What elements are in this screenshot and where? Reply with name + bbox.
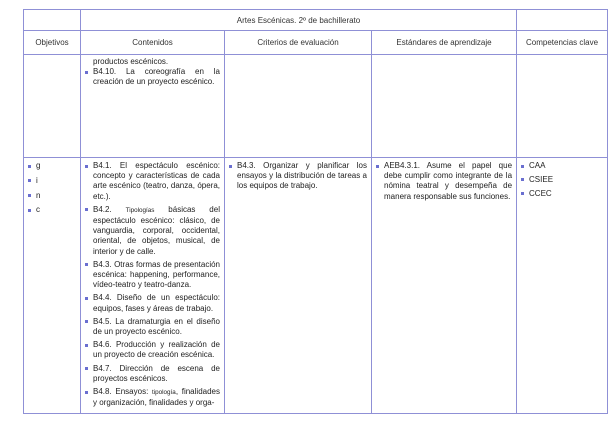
list-item bbox=[85, 205, 220, 257]
table-title: Artes Escénicas. 2º de bachillerato bbox=[81, 10, 517, 31]
b42-rest: básicas del espectáculo escénico: clásico, de vanguardia, corporal, occidental, oriental, de objetos, musical, de interior y de calle. bbox=[93, 204, 220, 256]
continuation-text: productos escénicos. bbox=[93, 57, 169, 66]
header-objetivos: Objetivos bbox=[24, 31, 81, 55]
list-item: CAA bbox=[521, 161, 603, 172]
row1-contenidos bbox=[81, 55, 225, 158]
list-item: B4.7. Dirección de escena de proyectos escénicos. bbox=[85, 364, 220, 384]
row1-estandares bbox=[372, 55, 517, 158]
header-contenidos: Contenidos bbox=[81, 31, 225, 55]
title-right-cell bbox=[517, 10, 608, 31]
list-item: CSIEE bbox=[521, 175, 603, 186]
b48-prefix: B4.8. Ensayos: bbox=[93, 387, 149, 397]
b48-rest: , finalidades y organización, finalidades y orga- bbox=[93, 387, 220, 408]
list-item: B4.4. Diseño de un espectáculo: equipos, fases y áreas de trabajo. bbox=[85, 293, 220, 313]
list-item bbox=[85, 387, 220, 408]
list-item: B4.1. El espectáculo escénico: concepto y características de cada arte escénico (teatro, danza, ópera, etc.). bbox=[85, 161, 220, 202]
row1-competencias bbox=[517, 55, 608, 158]
row2-contenidos bbox=[81, 158, 225, 414]
row2-criterios bbox=[225, 158, 372, 414]
list-item: AEB4.3.1. Asume el papel que debe cumplir como integrante de la nómina teatral y desempeña de manera responsable sus funciones. bbox=[376, 161, 512, 202]
table-row bbox=[24, 158, 608, 414]
header-competencias: Competencias clave bbox=[517, 31, 608, 55]
list-item: CCEC bbox=[521, 189, 603, 200]
list-item: B4.3. Organizar y planificar los ensayos y la distribución de tareas a los equipos de trabajo. bbox=[229, 161, 367, 192]
row2-competencias bbox=[517, 158, 608, 414]
table-row bbox=[24, 55, 608, 158]
corner-cell bbox=[24, 10, 81, 31]
header-estandares: Estándares de aprendizaje bbox=[372, 31, 517, 55]
list-item: c bbox=[28, 205, 76, 216]
row2-objetivos bbox=[24, 158, 81, 414]
list-item: B4.5. La dramaturgia en el diseño de un proyecto escénico. bbox=[85, 317, 220, 337]
row1-criterios bbox=[225, 55, 372, 158]
list-item: g bbox=[28, 161, 76, 172]
b42-small: Tipologías bbox=[125, 206, 155, 214]
b48-small: tipología bbox=[152, 389, 176, 397]
row1-objetivos bbox=[24, 55, 81, 158]
list-item: i bbox=[28, 176, 76, 187]
list-item: B4.6. Producción y realización de un proyecto de creación escénica. bbox=[85, 340, 220, 360]
b42-prefix: B4.2. bbox=[93, 204, 112, 214]
list-item: B4.10. La coreografía en la creación de un proyecto escénico. bbox=[85, 67, 220, 87]
row2-estandares bbox=[372, 158, 517, 414]
curriculum-table bbox=[23, 9, 608, 414]
list-item: B4.3. Otras formas de presentación escénica: happening, performance, vídeo-teatro y teatro-danza. bbox=[85, 260, 220, 291]
header-criterios: Criterios de evaluación bbox=[225, 31, 372, 55]
list-item: n bbox=[28, 191, 76, 202]
